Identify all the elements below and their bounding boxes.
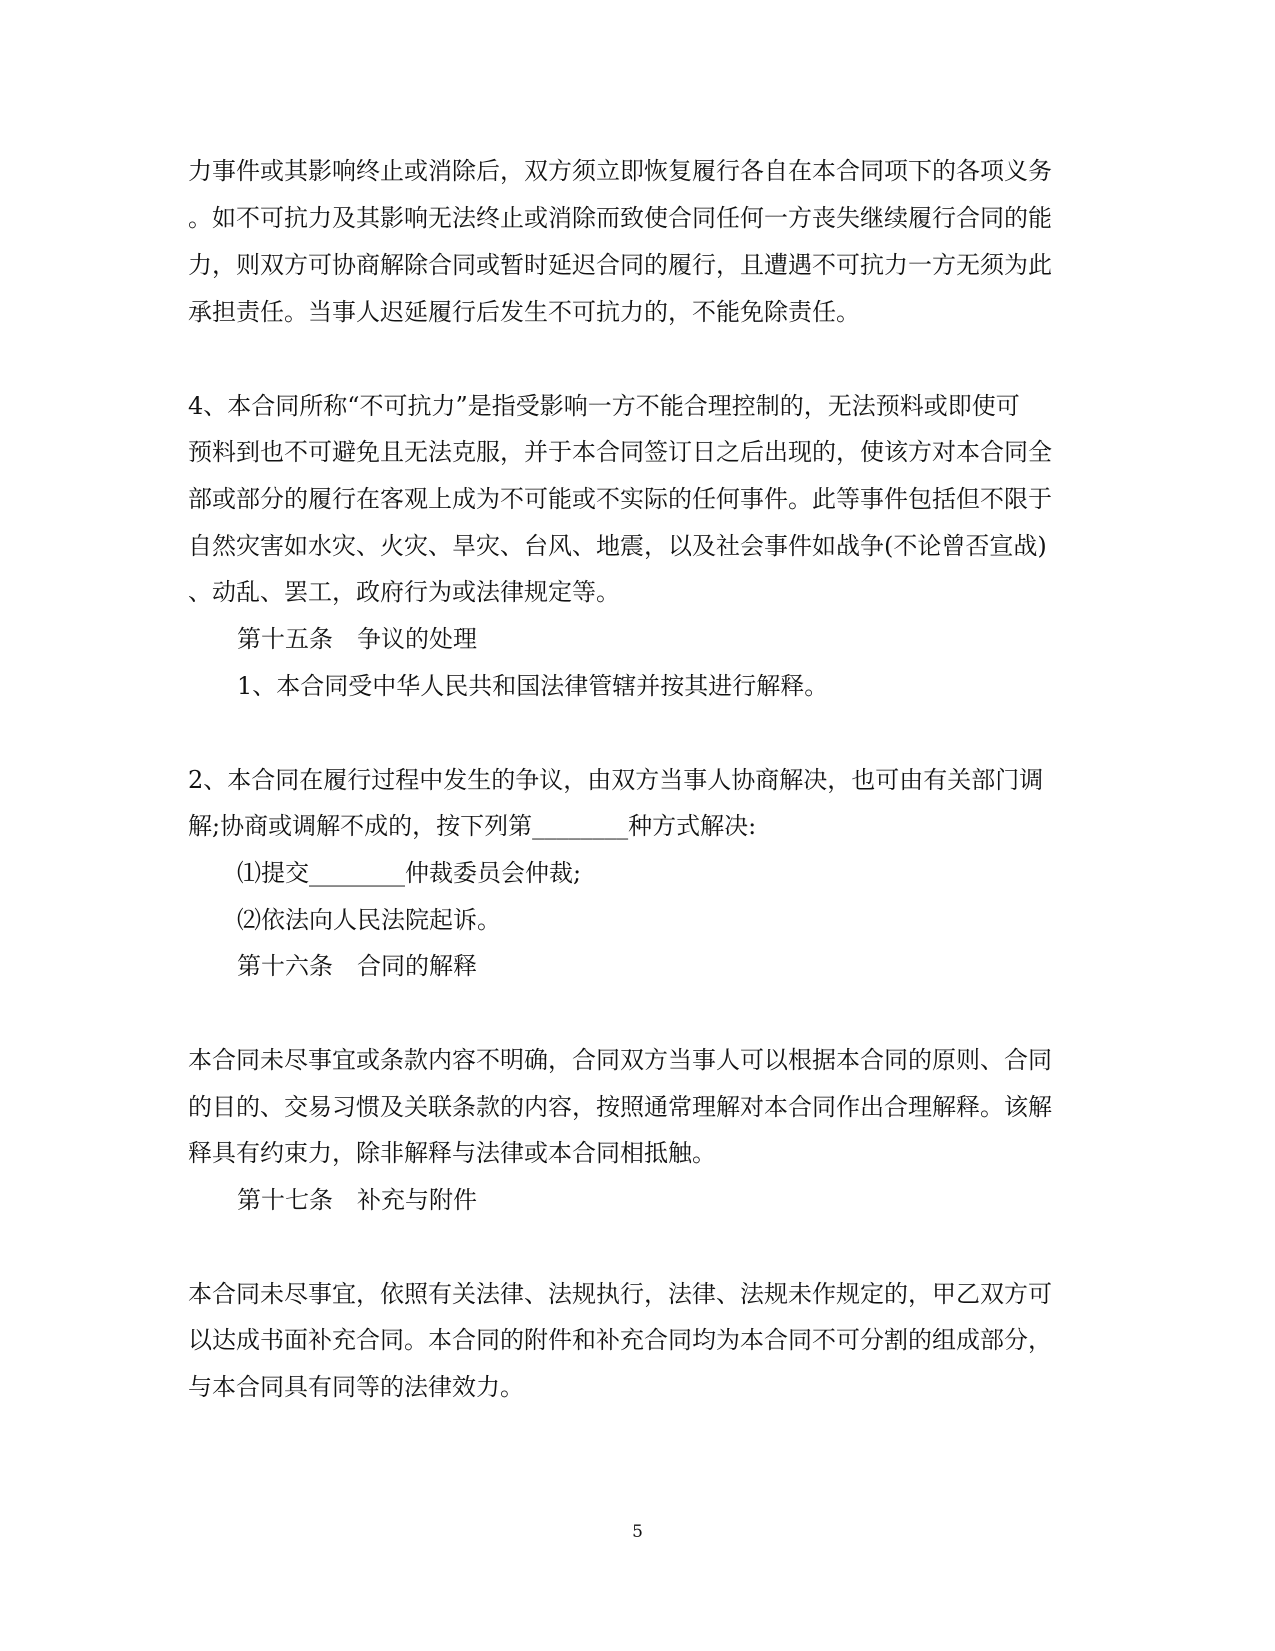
body-text-line: 预料到也不可避免且无法克服，并于本合同签订日之后出现的，使该方对本合同全 <box>188 438 1052 466</box>
section-heading: 第十六条 合同的解释 <box>237 952 477 980</box>
body-text-line: 力，则双方可协商解除合同或暂时延迟合同的履行，且遭遇不可抗力一方无须为此 <box>188 251 1052 279</box>
body-text-line: 本合同未尽事宜，依照有关法律、法规执行，法律、法规未作规定的，甲乙双方可 <box>188 1280 1052 1308</box>
body-text-line: 释具有约束力，除非解释与法律或本合同相抵触。 <box>188 1139 716 1167</box>
section-heading: 第十五条 争议的处理 <box>237 625 477 653</box>
body-text-line: 本合同未尽事宜或条款内容不明确，合同双方当事人可以根据本合同的原则、合同 <box>188 1046 1052 1074</box>
body-text-line: 。如不可抗力及其影响无法终止或消除而致使合同任何一方丧失继续履行合同的能 <box>188 204 1052 232</box>
body-text-line: 、动乱、罢工，政府行为或法律规定等。 <box>188 578 620 606</box>
body-text-line: 4、本合同所称“不可抗力”是指受影响一方不能合理控制的，无法预料或即使可 <box>188 392 1020 420</box>
list-item: ⑴提交________仲裁委员会仲裁; <box>237 859 582 887</box>
body-text-line: 部或部分的履行在客观上成为不可能或不实际的任何事件。此等事件包括但不限于 <box>188 485 1052 513</box>
body-text-line: 自然灾害如水灾、火灾、旱灾、台风、地震，以及社会事件如战争(不论曾否宣战) <box>188 532 1047 560</box>
body-text-line: 与本合同具有同等的法律效力。 <box>188 1373 524 1401</box>
body-text-line: 力事件或其影响终止或消除后，双方须立即恢复履行各自在本合同项下的各项义务 <box>188 157 1052 185</box>
body-text-line: 以达成书面补充合同。本合同的附件和补充合同均为本合同不可分割的组成部分， <box>188 1326 1052 1354</box>
body-text-line: 承担责任。当事人迟延履行后发生不可抗力的，不能免除责任。 <box>188 298 860 326</box>
body-text-line: 解;协商或调解不成的，按下列第________种方式解决: <box>188 812 757 840</box>
page-number: 5 <box>632 1522 643 1542</box>
body-text-line: 的目的、交易习惯及关联条款的内容，按照通常理解对本合同作出合理解释。该解 <box>188 1093 1052 1121</box>
section-heading: 第十七条 补充与附件 <box>237 1186 477 1214</box>
body-text-line: 1、本合同受中华人民共和国法律管辖并按其进行解释。 <box>237 672 829 700</box>
body-text-line: 2、本合同在履行过程中发生的争议，由双方当事人协商解决，也可由有关部门调 <box>188 766 1044 794</box>
list-item: ⑵依法向人民法院起诉。 <box>237 906 501 934</box>
